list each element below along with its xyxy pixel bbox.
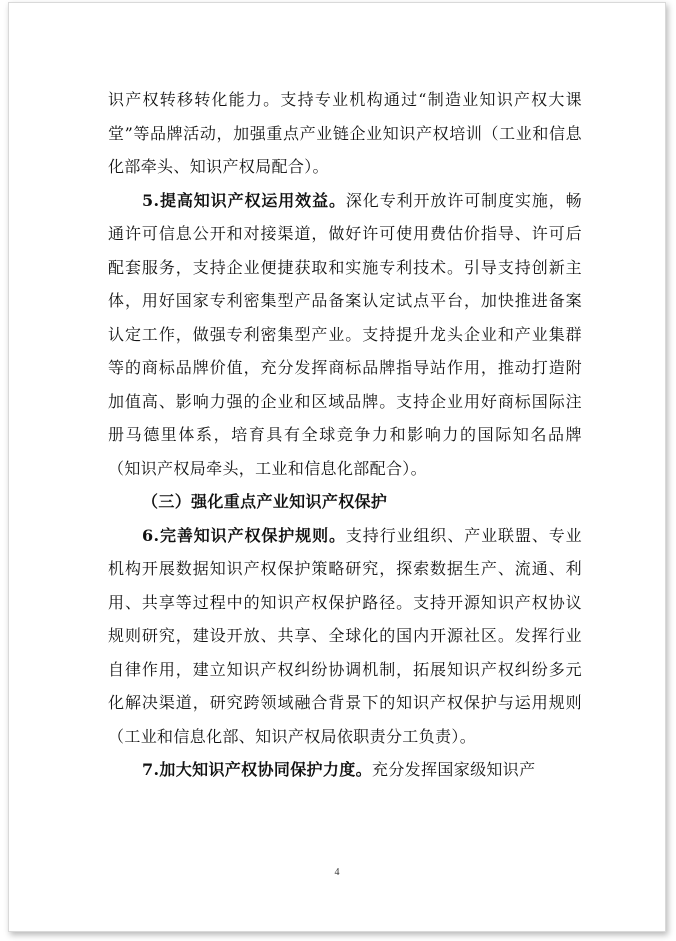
paragraph-1-text: 识产权转移转化能力。支持专业机构通过“制造业知识产权大课堂”等品牌活动，加强重点产业链企业知识产权培训（工业和信息化部牵头、知识产权局配合）。 (108, 90, 582, 176)
document-body (108, 83, 582, 787)
item-5-title: 5.提高知识产权运用效益。 (142, 190, 346, 210)
paragraph-item-6 (108, 519, 582, 754)
paragraph-item-7 (108, 753, 582, 787)
item-7-text: 充分发挥国家级知识产 (371, 760, 536, 779)
item-7-title: 7.加大知识产权协同保护力度。 (142, 760, 372, 779)
section-heading-3: （三）强化重点产业知识产权保护 (142, 492, 388, 511)
item-6-text: 支持行业组织、产业联盟、专业机构开展数据知识产权保护策略研究，探索数据生产、流通、利用、共享等过程中的知识产权保护路径。支持开源知识产权协议规则研究，建设开放、共享、全球化的国内开源社区。发挥行业自律作用，建立知识产权纠纷协调机制，拓展知识产权纠纷多元化解决渠道，研究跨领域融合背景下的知识产权保护与运用规则（工业和信息化部、知识产权局依职责分工负责）。 (108, 525, 582, 746)
item-6-title: 6.完善知识产权保护规则。 (142, 525, 346, 545)
page-number: 4 (334, 867, 340, 878)
document-page (8, 2, 666, 932)
paragraph-item-5 (108, 184, 582, 486)
paragraph-continuation (108, 83, 582, 184)
item-5-text: 深化专利开放许可制度实施，畅通许可信息公开和对接渠道，做好许可使用费估价指导、许可后配套服务，支持企业便捷获取和实施专利技术。引导支持创新主体，用好国家专利密集型产品备案认定试点平台，加快推进备案认定工作，做强专利密集型产业。支持提升龙头企业和产业集群等的商标品牌价值，充分发挥商标品牌指导站作用，推动打造附加值高、影响力强的企业和区域品牌。支持企业用好商标国际注册马德里体系，培育具有全球竞争力和影响力的国际知名品牌（知识产权局牵头，工业和信息化部配合）。 (108, 190, 582, 478)
